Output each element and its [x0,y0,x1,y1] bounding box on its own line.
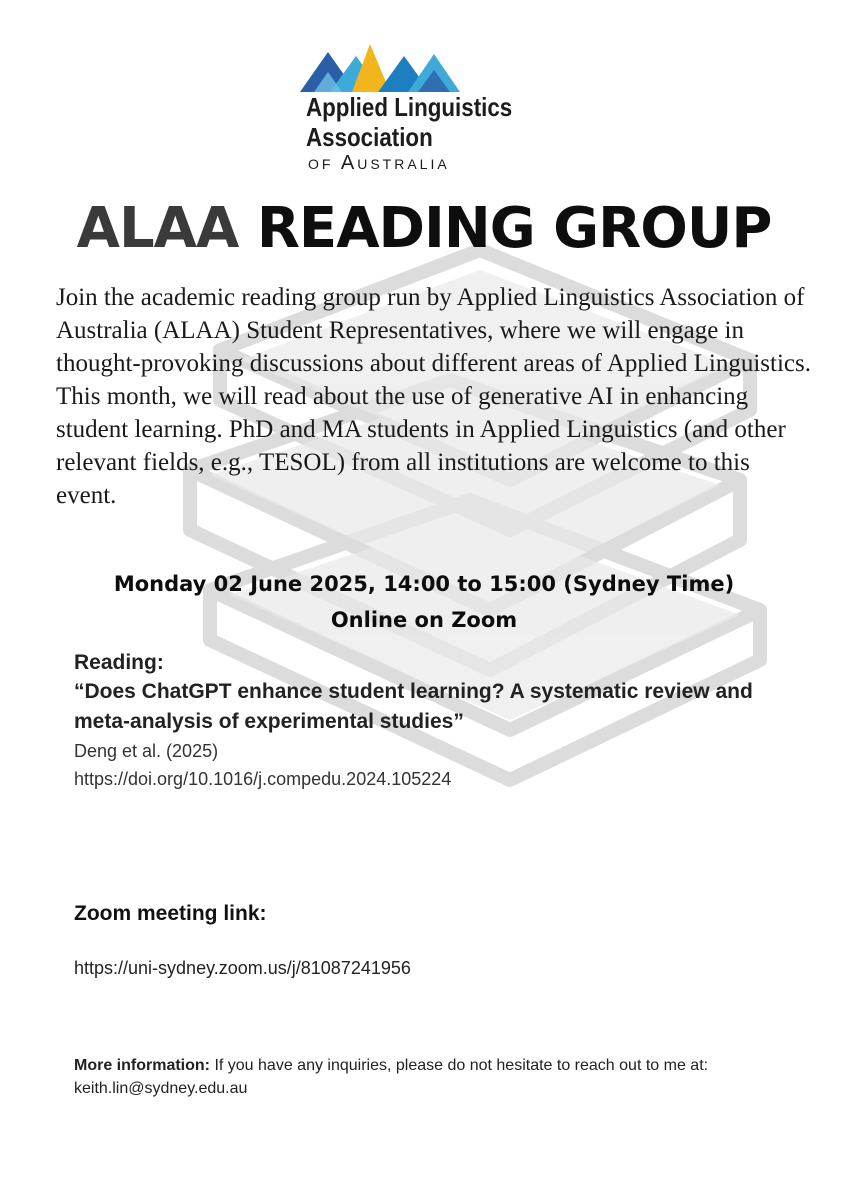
event-datetime: Monday 02 June 2025, 14:00 to 15:00 (Sydney Time) [113,572,735,596]
alaa-logo [300,42,540,182]
more-information [74,1054,794,1100]
event-details [0,566,848,638]
logo-text-line1: Applied Linguistics [306,92,513,122]
zoom-meeting-link[interactable]: https://uni-sydney.zoom.us/j/81087241956 [74,958,411,978]
logo-text-line3: of Australia [308,152,450,174]
reading-author: Deng et al. (2025) [74,741,219,761]
title-main: READING GROUP [256,196,772,261]
reading-section [74,648,774,793]
more-info-text: If you have any inquiries, please do not hesitate to reach out to me at: keith.lin@sydney.edu.au [74,1057,709,1097]
page-title [0,196,848,261]
reading-doi-link[interactable]: https://doi.org/10.1016/j.compedu.2024.105224 [74,769,452,789]
reading-label: Reading: [74,651,164,674]
zoom-label: Zoom meeting link: [74,902,267,925]
logo-text-line2: Association [306,122,433,152]
event-location: Online on Zoom [330,608,518,632]
intro-paragraph: Join the academic reading group run by Applied Linguistics Association of Australia (ALAA) Student Representatives, where we will engage in thought-provoking discussions about different areas of Applied Linguistics. This month, we will read about the use of generative AI in enhancing student learning. PhD and MA students in Applied Linguistics (and other relevant fields, e.g., TESOL) from all institutions are welcome to this event. [56,284,811,509]
mountain-logo-icon [300,42,470,92]
reading-title: “Does ChatGPT enhance student learning? A systematic review and meta-analysis of experimental studies” [74,680,753,733]
title-acronym: ALAA [76,196,239,261]
more-info-label: More information: [74,1057,210,1074]
